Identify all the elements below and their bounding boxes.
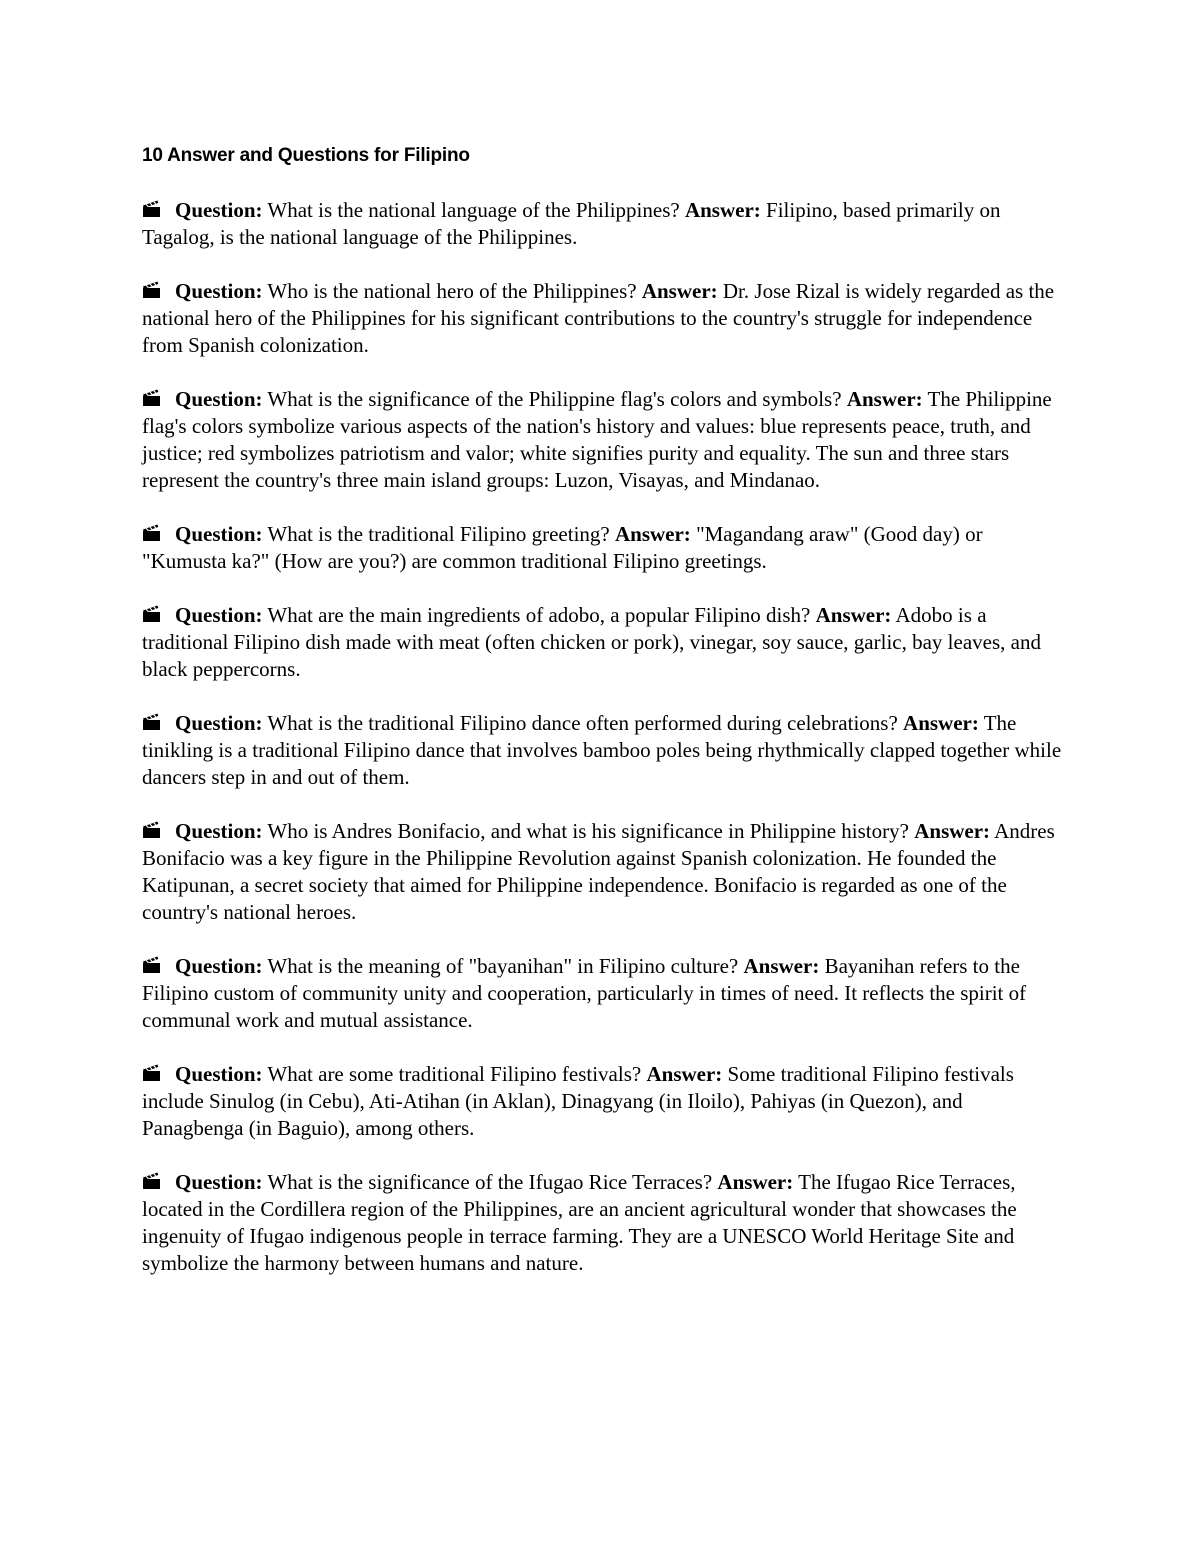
question-text: What is the meaning of "bayanihan" in Filipino culture? [267, 954, 739, 978]
qa-item-7 [142, 818, 1062, 926]
answer-label: Answer: [846, 387, 923, 411]
question-label: Question: [175, 279, 263, 303]
question-text: Who is Andres Bonifacio, and what is his significance in Philippine history? [267, 819, 909, 843]
clapperboard-icon [142, 956, 162, 974]
question-label: Question: [175, 387, 263, 411]
answer-label: Answer: [903, 711, 979, 735]
question-text: What is the significance of the Ifugao Rice Terraces? [267, 1170, 713, 1194]
question-label: Question: [175, 522, 263, 546]
question-label: Question: [175, 1062, 263, 1086]
clapperboard-icon [142, 713, 162, 731]
answer-label: Answer: [815, 603, 892, 627]
answer-text: The tinikling is a traditional Filipino dance that involves bamboo poles being rhythmically clapped together while dancers step in and out of them. [142, 711, 1062, 789]
answer-text: The Philippine flag's colors symbolize various aspects of the nation's history and values: blue represents peace, truth, and justice; red symbolizes patriotism and valor; white signifies purity and equality. The sun and three stars represent the country's three main island groups: Luzon, Visayas, and Mindanao. [142, 387, 1052, 492]
clapperboard-icon [142, 1172, 162, 1190]
question-text: What is the traditional Filipino greeting? [267, 522, 610, 546]
clapperboard-icon [142, 389, 162, 407]
answer-text: Andres Bonifacio was a key figure in the Philippine Revolution against Spanish colonization. He founded the Katipunan, a secret society that aimed for Philippine independence. Bonifacio is regarded as one of the country's national heroes. [142, 819, 1055, 924]
question-text: What are the main ingredients of adobo, a popular Filipino dish? [267, 603, 811, 627]
answer-text: Adobo is a traditional Filipino dish made with meat (often chicken or pork), vinegar, soy sauce, garlic, bay leaves, and black peppercorns. [142, 603, 1041, 681]
question-label: Question: [175, 954, 263, 978]
answer-text: Some traditional Filipino festivals include Sinulog (in Cebu), Ati-Atihan (in Aklan), Dinagyang (in Iloilo), Pahiyas (in Quezon), and Panagbenga (in Baguio), among others. [142, 1062, 1014, 1140]
clapperboard-icon [142, 524, 162, 542]
qa-item-5 [142, 602, 1062, 683]
question-text: What are some traditional Filipino festivals? [267, 1062, 642, 1086]
answer-label: Answer: [684, 198, 761, 222]
answer-text: Dr. Jose Rizal is widely regarded as the national hero of the Philippines for his significant contributions to the country's struggle for independence from Spanish colonization. [142, 279, 1055, 357]
qa-item-10 [142, 1169, 1062, 1277]
page-title: 10 Answer and Questions for Filipino [142, 145, 470, 166]
document-body [142, 143, 1062, 1304]
question-text: What is the traditional Filipino dance often performed during celebrations? [267, 711, 898, 735]
qa-item-3 [142, 386, 1062, 494]
clapperboard-icon [142, 1064, 162, 1082]
answer-label: Answer: [614, 522, 691, 546]
qa-item-1 [142, 197, 1062, 251]
question-label: Question: [175, 819, 263, 843]
clapperboard-icon [142, 281, 162, 299]
answer-text: "Magandang araw" (Good day) or "Kumusta ka?" (How are you?) are common traditional Filipino greetings. [142, 522, 983, 573]
question-label: Question: [175, 1170, 263, 1194]
answer-label: Answer: [743, 954, 820, 978]
clapperboard-icon [142, 821, 162, 839]
qa-list [142, 197, 1062, 1277]
answer-text: Filipino, based primarily on Tagalog, is the national language of the Philippines. [142, 198, 1001, 249]
question-label: Question: [175, 711, 263, 735]
question-text: What is the national language of the Philippines? [267, 198, 680, 222]
answer-text: Bayanihan refers to the Filipino custom of community unity and cooperation, particularly in times of need. It reflects the spirit of communal work and mutual assistance. [142, 954, 1027, 1032]
qa-item-2 [142, 278, 1062, 359]
answer-label: Answer: [914, 819, 991, 843]
answer-label: Answer: [641, 279, 718, 303]
question-label: Question: [175, 603, 263, 627]
answer-label: Answer: [717, 1170, 794, 1194]
answer-label: Answer: [646, 1062, 723, 1086]
qa-item-4 [142, 521, 1062, 575]
clapperboard-icon [142, 200, 162, 218]
question-text: What is the significance of the Philippine flag's colors and symbols? [267, 387, 842, 411]
qa-item-8 [142, 953, 1062, 1034]
qa-item-9 [142, 1061, 1062, 1142]
clapperboard-icon [142, 605, 162, 623]
qa-item-6 [142, 710, 1062, 791]
question-label: Question: [175, 198, 263, 222]
answer-text: The Ifugao Rice Terraces, located in the Cordillera region of the Philippines, are an ancient agricultural wonder that showcases the ingenuity of Ifugao indigenous people in terrace farming. They are a UNESCO World Heritage Site and symbolize the harmony between humans and nature. [142, 1170, 1017, 1275]
question-text: Who is the national hero of the Philippines? [267, 279, 637, 303]
